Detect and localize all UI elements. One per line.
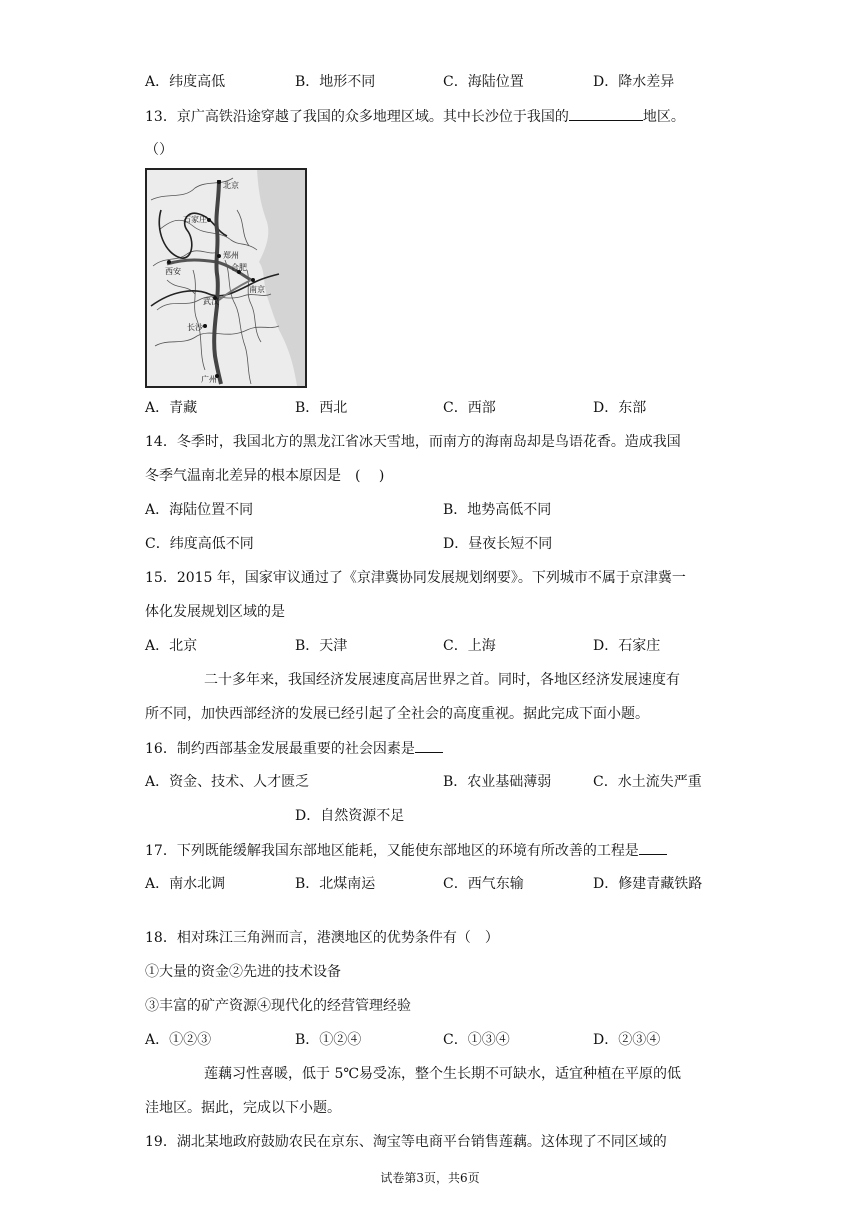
q18-option-d: D．②③④ bbox=[593, 1032, 661, 1048]
high-speed-rail-map bbox=[145, 168, 307, 388]
q17-stem: 17．下列既能缓解我国东部地区能耗，又能使东部地区的环境有所改善的工程是 bbox=[145, 840, 667, 861]
map-label-guangzhou: 广州 bbox=[201, 375, 217, 384]
q18-option-c: C．①③④ bbox=[443, 1032, 510, 1048]
q16-stem: 16．制约西部基金发展最重要的社会因素是 bbox=[145, 738, 443, 759]
q13-paren: （） bbox=[145, 142, 173, 158]
q18-line2: ①大量的资金②先进的技术设备 bbox=[145, 964, 341, 980]
q14-line1: 14．冬季时，我国北方的黑龙江省冰天雪地，而南方的海南岛却是鸟语花香。造成我国 bbox=[145, 434, 681, 450]
q12-option-d: D．降水差异 bbox=[593, 74, 675, 90]
map-label-beijing: 北京 bbox=[223, 181, 239, 190]
q16-option-a: A．资金、技术、人才匮乏 bbox=[145, 774, 310, 790]
answer-blank bbox=[415, 738, 443, 753]
q14-option-d: D．昼夜长短不同 bbox=[443, 536, 553, 552]
passage2-line1: 莲藕习性喜暖，低于 5℃易受冻，整个生长期不可缺水，适宜种植在平原的低 bbox=[204, 1066, 682, 1082]
passage1-line1: 二十多年来，我国经济发展速度高居世界之首。同时，各地区经济发展速度有 bbox=[204, 672, 680, 688]
q15-option-d: D．石家庄 bbox=[593, 638, 661, 654]
q16-option-b: B．农业基础薄弱 bbox=[443, 774, 552, 790]
answer-blank bbox=[639, 840, 667, 855]
q13-option-d: D．东部 bbox=[593, 400, 647, 416]
q14-line2: 冬季气温南北差异的根本原因是 ( ) bbox=[145, 468, 385, 484]
map-label-hefei: 合肥 bbox=[231, 263, 247, 272]
q13-option-a: A．青藏 bbox=[145, 400, 198, 416]
q18-stem: 18．相对珠江三角洲而言，港澳地区的优势条件有（ ） bbox=[145, 930, 499, 946]
passage1-line2: 所不同，加快西部经济的发展已经引起了全社会的高度重视。据此完成下面小题。 bbox=[145, 706, 649, 722]
q14-option-a: A．海陆位置不同 bbox=[145, 502, 254, 518]
q15-line2: 体化发展规划区域的是 bbox=[145, 604, 285, 620]
q15-option-a: A．北京 bbox=[145, 638, 198, 654]
q15-option-c: C．上海 bbox=[443, 638, 496, 654]
q13-option-b: B．西北 bbox=[295, 400, 348, 416]
map-label-changsha: 长沙 bbox=[187, 323, 203, 332]
rail-main-line bbox=[214, 180, 221, 384]
map-label-shijiazhuang: 石家庄 bbox=[183, 215, 207, 224]
map-label-xian: 西安 bbox=[165, 267, 181, 276]
q13-option-c: C．西部 bbox=[443, 400, 496, 416]
q15-line1: 15．2015 年，国家审议通过了《京津冀协同发展规划纲要》。下列城市不属于京津冀一 bbox=[145, 570, 686, 586]
rail-branch-xian bbox=[167, 260, 217, 264]
page-footer: 试卷第3页，共6页 bbox=[380, 1171, 480, 1185]
q19-line1: 19．湖北某地政府鼓励农民在京东、淘宝等电商平台销售莲藕。这体现了不同区域的 bbox=[145, 1134, 667, 1150]
q13-stem: 13．京广高铁沿途穿越了我国的众多地理区域。其中长沙位于我国的 地区。 bbox=[145, 106, 685, 127]
q16-option-d: D．自然资源不足 bbox=[295, 808, 405, 824]
rail-branch-hefei bbox=[219, 280, 251, 300]
q14-option-b: B．地势高低不同 bbox=[443, 502, 552, 518]
map-label-zhengzhou: 郑州 bbox=[223, 251, 239, 260]
q12-option-c: C．海陆位置 bbox=[443, 74, 524, 90]
q18-option-b: B．①②④ bbox=[295, 1032, 362, 1048]
city-dots bbox=[167, 180, 255, 378]
q12-option-a: A．纬度高低 bbox=[145, 74, 226, 90]
q17-option-c: C．西气东输 bbox=[443, 876, 524, 892]
q16-option-c: C．水土流失严重 bbox=[593, 774, 702, 790]
q15-option-b: B．天津 bbox=[295, 638, 348, 654]
map-canvas bbox=[147, 170, 305, 386]
passage2-line2: 洼地区。据此，完成以下小题。 bbox=[145, 1100, 341, 1116]
q14-option-c: C．纬度高低不同 bbox=[145, 536, 254, 552]
map-label-nanjing: 南京 bbox=[249, 285, 265, 294]
q17-option-a: A．南水北调 bbox=[145, 876, 226, 892]
q12-option-b: B．地形不同 bbox=[295, 74, 376, 90]
q18-option-a: A．①②③ bbox=[145, 1032, 212, 1048]
map-label-wuhan: 武汉 bbox=[203, 297, 219, 306]
q17-option-b: B．北煤南运 bbox=[295, 876, 376, 892]
q18-line3: ③丰富的矿产资源④现代化的经营管理经验 bbox=[145, 998, 411, 1014]
q17-option-d: D．修建青藏铁路 bbox=[593, 876, 703, 892]
answer-blank bbox=[569, 106, 643, 121]
